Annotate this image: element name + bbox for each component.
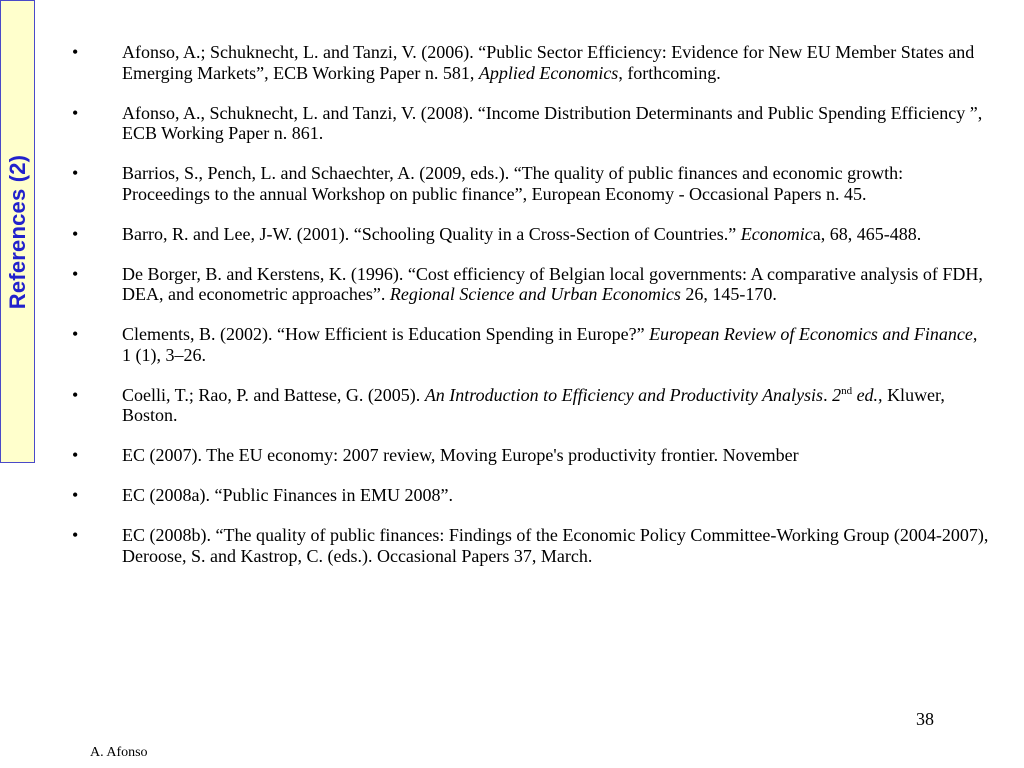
reference-text: . xyxy=(823,384,833,405)
reference-italic-text: Applied Economics xyxy=(478,62,619,83)
reference-italic-text: An Introduction to Efficiency and Productivity Analysis xyxy=(424,384,824,405)
bullet-icon: • xyxy=(72,485,79,505)
reference-text: De Borger, B. and Kerstens, K. (1996). “Cost efficiency of Belgian local governments: A comparative analysis of FDH, DEA, and econometric approaches”. xyxy=(122,263,983,304)
reference-item xyxy=(0,485,1024,506)
bullet-icon: • xyxy=(72,102,79,123)
reference-item xyxy=(0,385,1024,426)
reference-italic-text: 2 xyxy=(832,384,842,405)
reference-text: Kluwer, Boston. xyxy=(122,384,945,425)
reference-text: a, 68, 465-488. xyxy=(812,223,922,244)
reference-italic-text: Economic xyxy=(740,223,813,244)
reference-text: , 1 (1), 3–26. xyxy=(122,324,978,365)
reference-item xyxy=(0,103,1024,144)
reference-text: EC (2008b). “The quality of public finances: Findings of the Economic Policy Committee-Working Group (2004-2007), Deroose, S. and Kastrop, C. (eds.). Occasional Papers 37, March. xyxy=(122,525,989,566)
reference-text: Afonso, A.; Schuknecht, L. and Tanzi, V. (2006). “Public Sector Efficiency: Evidence for New EU Member States and Emerging Markets”, ECB Working Paper n. 581, xyxy=(122,42,975,83)
reference-item xyxy=(0,264,1024,305)
reference-item xyxy=(0,324,1024,365)
bullet-icon: • xyxy=(72,42,79,62)
author-footer: A. Afonso xyxy=(90,745,148,760)
bullet-icon: • xyxy=(72,223,79,244)
reference-italic-text: European Review of Economics and Finance xyxy=(649,324,973,344)
reference-text: 26, 145-170. xyxy=(680,284,777,304)
reference-list xyxy=(0,42,1024,586)
bullet-icon: • xyxy=(72,263,79,284)
bullet-icon: • xyxy=(72,445,79,465)
reference-italic-text: ed., xyxy=(852,384,883,405)
reference-item xyxy=(0,224,1024,245)
reference-text: Clements, B. (2002). “How Efficient is Education Spending in Europe?” xyxy=(122,324,650,344)
reference-item xyxy=(0,42,1024,83)
reference-text: Barrios, S., Pench, L. and Schaechter, A. (2009, eds.). “The quality of public finances and economic growth: Proceedings to the annual Workshop on public finance”, European Economy - Occasional Papers n. 45. xyxy=(122,163,904,204)
bullet-icon: • xyxy=(72,163,79,183)
reference-text: EC (2007). The EU economy: 2007 review, Moving Europe's productivity frontier. November xyxy=(122,445,799,465)
reference-item xyxy=(0,445,1024,466)
reference-item xyxy=(0,525,1024,566)
reference-superscript: nd xyxy=(841,384,853,397)
reference-italic-text: Regional Science and Urban Economics xyxy=(389,284,681,304)
reference-text: Barro, R. and Lee, J-W. (2001). “Schooling Quality in a Cross-Section of Countries.” xyxy=(122,223,741,244)
slide-title: References (2) xyxy=(4,154,30,309)
page-number: 38 xyxy=(916,709,934,729)
bullet-icon: • xyxy=(72,525,79,545)
reference-text: Coelli, T.; Rao, P. and Battese, G. (2005). xyxy=(122,384,425,405)
reference-text: , forthcoming. xyxy=(618,62,721,83)
bullet-icon: • xyxy=(72,384,79,405)
bullet-icon: • xyxy=(72,324,79,344)
reference-item xyxy=(0,163,1024,204)
reference-text: Afonso, A., Schuknecht, L. and Tanzi, V. (2008). “Income Distribution Determinants and Public Spending Efficiency ”, ECB Working Paper n. 861. xyxy=(122,102,983,143)
reference-text: EC (2008a). “Public Finances in EMU 2008”. xyxy=(122,485,453,505)
